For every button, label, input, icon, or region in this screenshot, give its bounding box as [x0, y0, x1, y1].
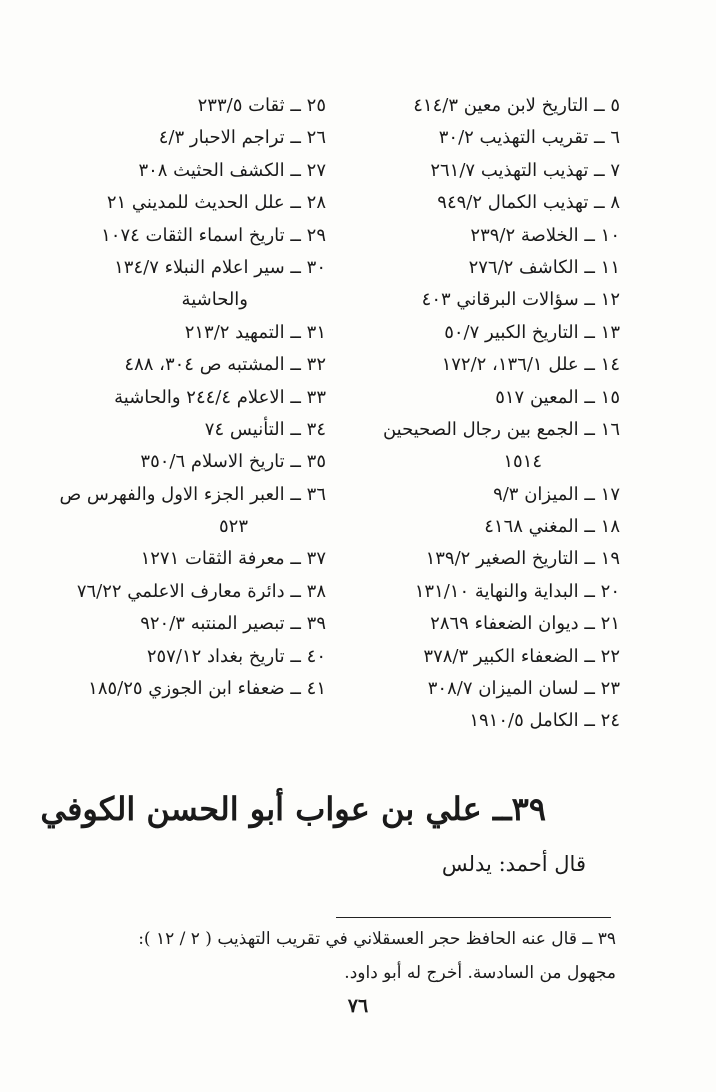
- footnote: [36, 922, 616, 990]
- reference-item-continuation: ٥٢٣: [218, 516, 248, 538]
- reference-item: ٣٣ ــ الاعلام ٢٤٤/٤ والحاشية: [114, 386, 326, 408]
- reference-item: ١٢ ــ سؤالات البرقاني ٤٠٣: [421, 289, 620, 311]
- reference-item: ٢٤ ــ الكامل ١٩١٠/٥: [469, 710, 620, 732]
- reference-item: ١٦ ــ الجمع بين رجال الصحيحين: [382, 418, 620, 440]
- entry-heading: ٣٩ــ علي بن عواب أبو الحسن الكوفي: [40, 790, 546, 828]
- reference-item: ٢٠ ــ البداية والنهاية ١٣١/١٠: [414, 580, 620, 602]
- reference-item: ٢٨ ــ علل الحديث للمديني ٢١: [106, 192, 326, 214]
- references-right-column: [350, 90, 620, 738]
- reference-item: ٣٧ ــ معرفة الثقات ١٢٧١: [140, 548, 326, 570]
- reference-item: ٧ ــ تهذيب التهذيب ٢٦١/٧: [430, 159, 620, 181]
- entry-text: قال أحمد: يدلس: [441, 852, 586, 876]
- reference-item-continuation: والحاشية: [181, 289, 248, 311]
- reference-item-continuation: ١٥١٤: [503, 451, 542, 473]
- reference-item: ٢٥ ــ ثقات ٢٣٣/٥: [197, 95, 326, 116]
- reference-item: ١٤ ــ علل ١٣٦/١، ١٧٢/٢: [441, 354, 620, 376]
- footnote-line: ٣٩ ــ قال عنه الحافظ حجر العسقلاني في تقريب التهذيب ( ٢ / ١٢ ):: [138, 929, 616, 949]
- page-number: ٧٦: [347, 995, 369, 1017]
- references-left-column: [46, 90, 326, 705]
- reference-item: ٢٦ ــ تراجم الاحبار ٤/٣: [158, 127, 326, 149]
- reference-item: ٣٨ ــ دائرة معارف الاعلمي ٧٦/٢٢: [76, 580, 326, 602]
- reference-item: ١٥ ــ المعين ٥١٧: [495, 386, 620, 408]
- reference-item: ١٣ ــ التاريخ الكبير ٥٠/٧: [444, 321, 620, 343]
- reference-item: ٣٥ ــ تاريخ الاسلام ٣٥٠/٦: [140, 451, 326, 473]
- reference-item: ٣١ ــ التمهيد ٢١٣/٢: [184, 321, 326, 343]
- reference-item: ١٩ ــ التاريخ الصغير ١٣٩/٢: [425, 548, 620, 570]
- reference-item: ٢٩ ــ تاريخ اسماء الثقات ١٠٧٤: [101, 224, 326, 246]
- reference-item: ١٠ ــ الخلاصة ٢٣٩/٢: [470, 224, 620, 246]
- reference-item: ٨ ــ تهذيب الكمال ٩٤٩/٢: [437, 192, 620, 214]
- reference-item: ٣٩ ــ تبصير المنتبه ٩٢٠/٣: [140, 613, 326, 635]
- reference-item: ١١ ــ الكاشف ٢٧٦/٢: [468, 256, 620, 278]
- reference-item: ٢٧ ــ الكشف الحثيث ٣٠٨: [138, 159, 326, 181]
- reference-item: ٢٢ ــ الضعفاء الكبير ٣٧٨/٣: [423, 645, 620, 667]
- reference-item: ٤١ ــ ضعفاء ابن الجوزي ١٨٥/٢٥: [88, 678, 326, 700]
- footnote-line: مجهول من السادسة. أخرج له أبو داود.: [344, 963, 616, 983]
- reference-item: ٢١ ــ ديوان الضعفاء ٢٨٦٩: [430, 613, 620, 635]
- reference-item: ١٨ ــ المغني ٤١٦٨: [484, 516, 620, 538]
- reference-item: ٥ ــ التاريخ لابن معين ٤١٤/٣: [413, 95, 620, 116]
- reference-item: ٤٠ ــ تاريخ بغداد ٢٥٧/١٢: [146, 645, 326, 667]
- reference-item: ٦ ــ تقريب التهذيب ٣٠/٢: [438, 127, 620, 149]
- reference-item: ٣٢ ــ المشتبه ص ٣٠٤، ٤٨٨: [124, 354, 326, 376]
- footnote-separator: [336, 917, 611, 918]
- reference-item: ٣٤ ــ التأنيس ٧٤: [204, 418, 326, 440]
- reference-item: ٢٣ ــ لسان الميزان ٣٠٨/٧: [427, 678, 620, 700]
- reference-item: ٣٠ ــ سير اعلام النبلاء ١٣٤/٧: [114, 256, 326, 278]
- reference-item: ٣٦ ــ العبر الجزء الاول والفهرس ص: [59, 483, 326, 505]
- reference-item: ١٧ ــ الميزان ٩/٣: [493, 483, 620, 505]
